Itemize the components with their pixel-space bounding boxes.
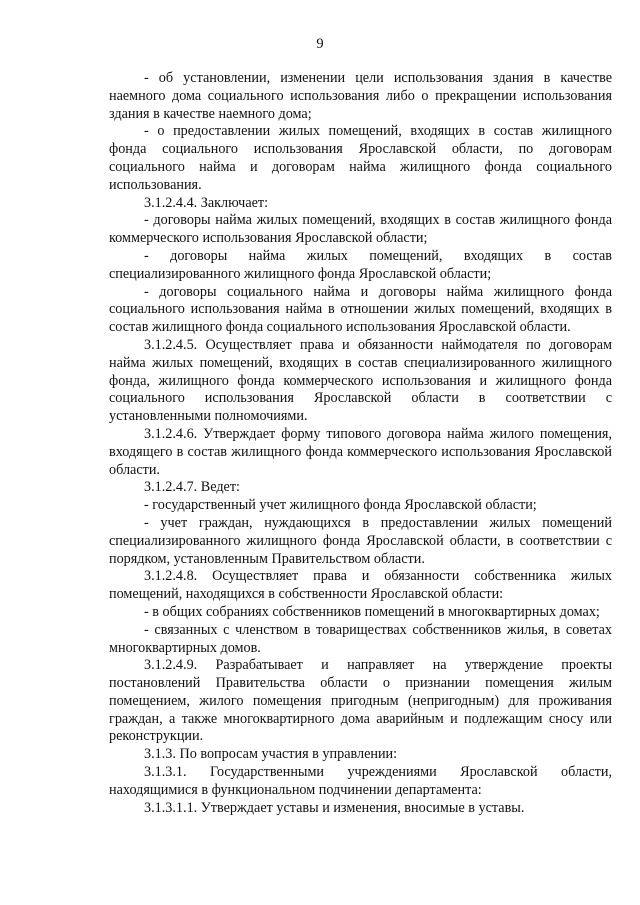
paragraph: 3.1.2.4.7. Ведет:: [144, 479, 240, 496]
paragraph: 3.1.2.4.4. Заключает:: [144, 194, 269, 211]
paragraph: - связанных с членством в товариществах собственников жилья, в советах многоквартирных домов.: [109, 621, 612, 656]
paragraph: - о предоставлении жилых помещений, входящих в состав жилищного фонда социального использования Ярославской области, по договорам социального найма и договорам найма жилищного фонда социального использования.: [109, 123, 612, 193]
paragraph: - договоры социального найма и договоры найма жилищного фонда социального использования найма в отношении жилых помещений, входящих в состав жилищного фонда социального использования Ярославской области.: [109, 283, 612, 336]
paragraph: - договоры найма жилых помещений, входящих в состав специализированного жилищного фонда Ярославской области;: [109, 247, 612, 282]
paragraph: 3.1.3. По вопросам участия в управлении:: [144, 746, 398, 763]
document-body: [109, 70, 612, 817]
paragraph: 3.1.2.4.6. Утверждает форму типового договора найма жилого помещения, входящего в состав жилищного фонда коммерческого использования Ярославской области.: [109, 425, 612, 478]
paragraph: - об установлении, изменении цели использования здания в качестве наемного дома социального использования либо о прекращении использования здания в качестве наемного дома;: [109, 70, 612, 122]
paragraph: - учет граждан, нуждающихся в предоставлении жилых помещений специализированного жилищного фонда Ярославской области, в соответствии с порядком, установленным Правительством области.: [109, 514, 612, 567]
paragraph: 3.1.3.1.1. Утверждает уставы и изменения, вносимые в уставы.: [144, 799, 525, 816]
paragraph: 3.1.2.4.9. Разрабатывает и направляет на утверждение проекты постановлений Правительства области о признании помещения жилым помещением, жилого помещения пригодным (непригодным) для проживания граждан, а также многоквартирного дома аварийным и подлежащим сносу или реконструкции.: [109, 657, 612, 745]
page-number: 9: [316, 36, 324, 52]
paragraph: 3.1.2.4.8. Осуществляет права и обязанности собственника жилых помещений, находящихся в собственности Ярославской области:: [109, 568, 612, 603]
paragraph: - в общих собраниях собственников помещений в многоквартирных домах;: [144, 603, 600, 620]
paragraph: 3.1.2.4.5. Осуществляет права и обязанности наймодателя по договорам найма жилых помещений, входящих в состав специализированного жилищного фонда, жилищного фонда коммерческого использования и жилищного фонда социального использования Ярославской области в соответствии с установленными полномочиями.: [109, 336, 612, 425]
paragraph: - государственный учет жилищного фонда Ярославской области;: [144, 497, 537, 514]
paragraph: - договоры найма жилых помещений, входящих в состав жилищного фонда коммерческого использования Ярославской области;: [109, 212, 612, 247]
paragraph: 3.1.3.1. Государственными учреждениями Ярославской области, находящимися в функциональном подчинении департамента:: [109, 764, 612, 798]
